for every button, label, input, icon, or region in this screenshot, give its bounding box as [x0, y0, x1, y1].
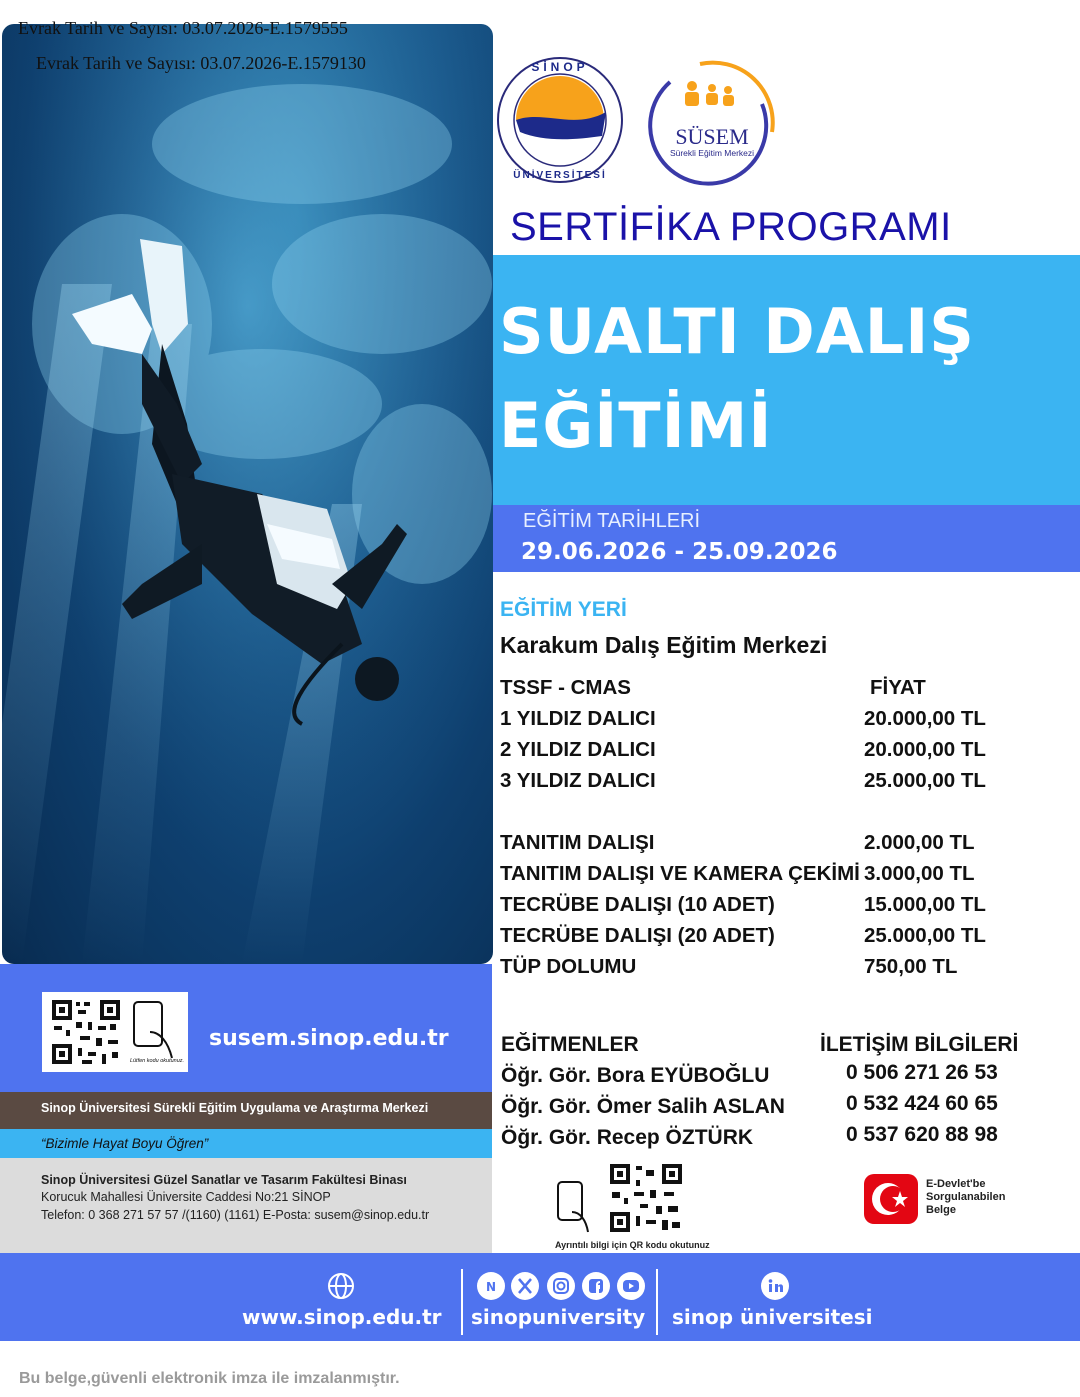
youtube-icon[interactable] [616, 1271, 646, 1301]
details-qr-block[interactable] [552, 1162, 737, 1254]
program-label: SERTİFİKA PROGRAMI [510, 205, 952, 249]
instructor-name: Öğr. Gör. Bora EYÜBOĞLU [501, 1064, 770, 1087]
price-item-value: 750,00 TL [864, 955, 958, 978]
price-header-price: FİYAT [870, 676, 926, 699]
contact-phone[interactable]: 0 506 271 26 53 [846, 1061, 998, 1084]
price-row [500, 738, 1060, 766]
phone-scan-icon [558, 1182, 588, 1232]
footer-website-link[interactable]: www.sinop.edu.tr [242, 1305, 442, 1329]
footer-separator [656, 1269, 658, 1335]
venue-name: Karakum Dalış Eğitim Merkezi [500, 632, 828, 658]
instructors-heading: EĞİTMENLER [501, 1033, 639, 1056]
sinop-logo-bottom-text: ÜNİVERSİTESİ [513, 170, 607, 181]
venue-label: EĞİTİM YERİ [500, 598, 627, 621]
training-dates-range: 29.06.2026 - 25.09.2026 [521, 539, 838, 565]
page-title-line2: EĞİTİMİ [499, 389, 773, 462]
price-row [500, 769, 1060, 797]
price-row [500, 862, 1060, 890]
price-item-value: 25.000,00 TL [864, 769, 986, 792]
susem-logo-name: SÜSEM [675, 124, 749, 149]
training-dates-banner [493, 505, 1080, 572]
price-item-name: TANITIM DALIŞI VE KAMERA ÇEKİMİ [500, 862, 860, 885]
x-twitter-icon[interactable] [510, 1271, 540, 1301]
linkedin-icon[interactable] [760, 1271, 790, 1301]
sinop-logo-top-text: SİNOP [531, 60, 589, 74]
price-row [500, 924, 1060, 952]
price-row [500, 831, 1060, 859]
slogan: “Bizimle Hayat Boyu Öğren” [41, 1136, 209, 1151]
price-item-name: 3 YILDIZ DALICI [500, 769, 656, 792]
instructor-name: Öğr. Gör. Recep ÖZTÜRK [501, 1126, 754, 1149]
e-signature-note: Bu belge,güvenli elektronik imza ile imzalanmıştır. [19, 1370, 400, 1387]
price-row [500, 707, 1060, 735]
contact-phone[interactable]: 0 537 620 88 98 [846, 1123, 998, 1146]
susem-logo-sub: Sürekli Eğitim Merkezi [669, 148, 755, 158]
instagram-icon[interactable] [546, 1271, 576, 1301]
price-header-name: TSSF - CMAS [500, 676, 631, 699]
address-title: Sinop Üniversitesi Güzel Sanatlar ve Tasarım Fakültesi Binası [41, 1173, 407, 1187]
price-item-name: TANITIM DALIŞI [500, 831, 655, 854]
title-banner [493, 255, 1080, 505]
price-item-value: 2.000,00 TL [864, 831, 975, 854]
nsosyal-icon[interactable] [476, 1271, 506, 1301]
qr-code-icon [42, 992, 188, 1072]
edevlet-line1: E-Devlet'be [926, 1178, 986, 1190]
training-dates-label: EĞİTİM TARİHLERİ [523, 510, 701, 532]
document-stamp-1: Evrak Tarih ve Sayısı: 03.07.2026-E.1579555 [18, 18, 348, 38]
footer-bar [0, 1253, 1080, 1341]
diver-illustration [2, 24, 493, 964]
institution-name: Sinop Üniversitesi Sürekli Eğitim Uygulama ve Araştırma Merkezi [41, 1101, 429, 1115]
footer-social-handle[interactable]: sinopuniversity [471, 1305, 646, 1329]
footer-separator [461, 1269, 463, 1335]
globe-icon [326, 1271, 356, 1301]
footer-linkedin-name[interactable]: sinop üniversitesi [672, 1305, 873, 1329]
qr-hint: Lütfen kodu okutunuz. [129, 1058, 185, 1064]
price-item-value: 3.000,00 TL [864, 862, 975, 885]
edevlet-line2: Sorgulanabilen [926, 1191, 1006, 1203]
phone-scan-icon [134, 1002, 172, 1058]
edevlet-text [926, 1178, 1016, 1217]
edevlet-logo-icon [862, 1172, 922, 1228]
price-item-value: 20.000,00 TL [864, 738, 986, 761]
price-item-name: 2 YILDIZ DALICI [500, 738, 656, 761]
facebook-icon[interactable] [581, 1271, 611, 1301]
diver-photo [2, 24, 493, 964]
price-item-name: 1 YILDIZ DALICI [500, 707, 656, 730]
slogan-band [0, 1129, 492, 1158]
institution-band [0, 1092, 492, 1129]
address-phone-email: Telefon: 0 368 271 57 57 /(1160) (1161) E-Posta: susem@sinop.edu.tr [41, 1208, 430, 1222]
price-row [500, 955, 1060, 983]
document-stamp-2: Evrak Tarih ve Sayısı: 03.07.2026-E.1579130 [36, 53, 366, 73]
price-item-value: 20.000,00 TL [864, 707, 986, 730]
instructor-name: Öğr. Gör. Ömer Salih ASLAN [501, 1095, 785, 1118]
svg-text:N: N [485, 1280, 497, 1294]
price-item-value: 25.000,00 TL [864, 924, 986, 947]
sinop-university-logo [494, 56, 626, 184]
susem-logo [640, 52, 780, 188]
price-row [500, 893, 1060, 921]
susem-qr-card[interactable] [42, 992, 188, 1072]
contact-heading: İLETİŞİM BİLGİLERİ [820, 1033, 1019, 1056]
address-block [0, 1158, 492, 1253]
page-title-line1: SUALTI DALIŞ [499, 295, 975, 368]
sinop-logo-year: 2007 [549, 140, 571, 150]
price-item-name: TECRÜBE DALIŞI (20 ADET) [500, 924, 775, 947]
qr-code-icon [552, 1162, 737, 1242]
qr-caption: Ayrıntılı bilgi için QR kodu okutunuz [555, 1240, 710, 1250]
price-item-name: TECRÜBE DALIŞI (10 ADET) [500, 893, 775, 916]
contact-phone[interactable]: 0 532 424 60 65 [846, 1092, 998, 1115]
price-item-name: TÜP DOLUMU [500, 955, 637, 978]
price-item-value: 15.000,00 TL [864, 893, 986, 916]
address-street: Korucuk Mahallesi Üniversite Caddesi No:21 SİNOP [41, 1190, 331, 1204]
edevlet-badge[interactable] [862, 1172, 1022, 1228]
edevlet-line3: Belge [926, 1204, 956, 1216]
susem-website-link[interactable]: susem.sinop.edu.tr [209, 1026, 449, 1051]
website-banner [0, 964, 492, 1092]
price-table-header [500, 676, 1060, 704]
